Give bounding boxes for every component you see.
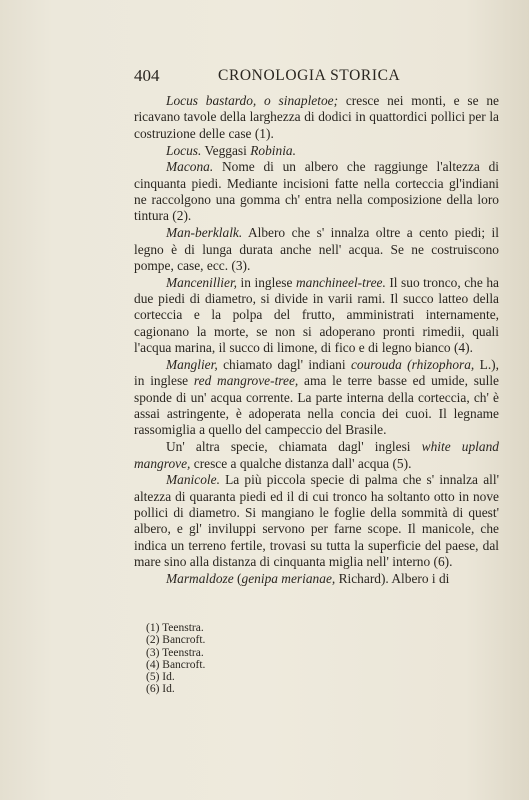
entry-text: chiamato dagl' indiani [217,357,351,372]
entry-paragraph [134,225,499,274]
entry-paragraph [134,357,499,439]
entry-paragraph [134,439,499,472]
entry-paragraph [134,472,499,570]
footnote: (5) Id. [146,671,175,684]
page-header [134,66,499,88]
entry-text: in inglese [237,274,296,290]
body-text [134,93,499,587]
entry-paragraph [134,275,499,357]
entry-text: ( [233,570,242,586]
entry-text: Veggasi [201,142,251,158]
footnote: (3) Teenstra. [146,646,204,659]
footnote: (1) Teenstra. [146,622,204,634]
entry-text-continued: L.), in inglese [134,357,499,389]
entry-paragraph [134,159,499,224]
entry-term: Locus bastardo, o sinapletoe; [166,93,339,108]
entry-text: La più piccola specie di palma che s' innalza all' altezza di quaranta piedi ed il di cui tronco ha soltanto otto in nove pollici di diametro. Si mangiano le foglie della sommità di quest' albero, e gl' inviluppi servono per farne scope. Il manicole, che indica un terreno fertile, trovasi su tutta la superficie del paese, dal mare sino alla distanza di cinquanta miglia nell' interno (6). [134,472,499,570]
entry-text-continued: Il suo tronco, che ha due piedi di diametro, si divide in varii rami. Il succo latteo della corteccia e la polpa del frutto, amministrati internamente, cagionano la morte, se non si adoperano pronti rimedii, quali l'acqua marina, il succo di limone, di fico e di legno bianco (4). [134,274,499,356]
entry-text: Un' altra specie, chiamata dagl' inglesi [166,439,422,455]
entry-paragraph [134,143,499,159]
entry-term-tertiary: red mangrove-tree, [193,373,299,389]
footnote: (2) Bancroft. [146,634,206,647]
entry-text: Nome di un albero che raggiunge l'altezza di cinquanta piedi. Mediante incisioni fatte nella corteccia gl'indiani ne raccolgono una gomma ch' entra nella composizione della loro tintura (2). [134,159,499,224]
footnote: (4) Bancroft. [146,658,206,671]
running-title: CRONOLOGIA STORICA [218,67,401,84]
entry-term: Manicole. [166,472,220,488]
footnotes [146,622,366,696]
entry-text-continued: cresce a qualche distanza dall' acqua (5). [190,455,412,471]
entry-text: cresce nei monti, e se ne ricavano tavole della larghezza di dodici in quattordici pollici per la costruzione delle case (1). [134,93,499,141]
entry-term-secondary: courouda (rhizophora, [350,357,475,372]
entry-term: Manglier, [166,357,218,372]
entry-term-secondary: genipa merianae, [241,570,336,586]
entry-text-final: ama le terre basse ed umide, sulle sponde di un' acqua corrente. La parte interna della corteccia, ch' è assai astringente, è adoperata nella concia dei cuoi. Il legname rassomiglia a quello del campeccio del Brasile. [134,373,499,438]
entry-term-secondary: Robinia. [250,142,296,158]
entry-term-secondary: white upland mangrove, [134,439,499,471]
entry-term: Macona. [166,159,214,175]
page-number: 404 [134,66,160,85]
entry-term-secondary: manchineel-tree. [295,274,386,290]
entry-text-continued: Richard). Albero i di [335,570,450,586]
entry-text: Albero che s' innalza oltre a cento piedi; il legno è di lunga durata anche nell' acqua. Se ne costruiscono pompe, case, ecc. (3). [134,225,499,273]
entry-paragraph [134,93,499,142]
entry-term: Mancenillier, [166,274,238,290]
entry-term: Man-berklalk. [166,225,243,241]
entry-term: Locus. [166,142,202,158]
footnote: (6) Id. [146,683,175,696]
entry-term: Marmaldoze [166,570,234,586]
entry-paragraph [134,571,499,587]
